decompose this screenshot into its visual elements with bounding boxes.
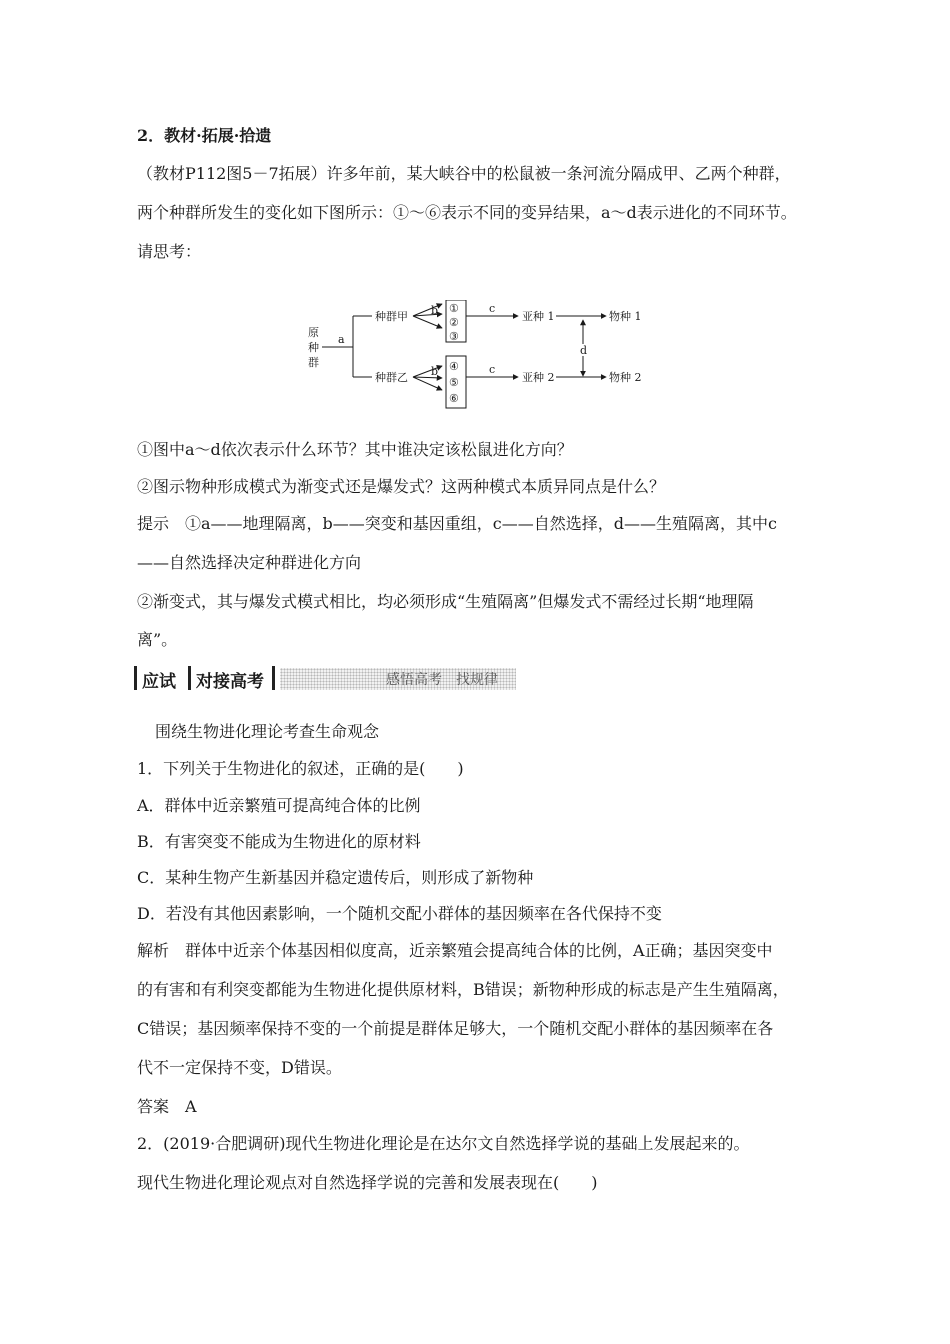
question-2: ②图示物种形成模式为渐变式还是爆发式？这两种模式本质异同点是什么？	[137, 477, 666, 496]
exam-topic: 围绕生物进化理论考查生命观念	[155, 722, 380, 741]
variation-1: ①	[449, 302, 459, 315]
label-c-bottom: c	[489, 363, 496, 376]
hint-line-3: ②渐变式，其与爆发式模式相比，均必须形成“生殖隔离”但爆发式不需经过长期“地理隔	[137, 592, 754, 611]
variation-2: ②	[449, 316, 459, 329]
variation-3: ③	[449, 330, 459, 343]
option-c: C．某种生物产生新基因并稳定遗传后，则形成了新物种	[137, 868, 534, 887]
species-1: 物种 1	[609, 310, 642, 323]
hint-line-2: ——自然选择决定种群进化方向	[137, 553, 362, 572]
label-a: a	[338, 333, 345, 346]
label-c-top: c	[489, 302, 496, 315]
arrow-yi-3	[413, 377, 442, 390]
exam-question-1: 1．下列关于生物进化的叙述，正确的是( )	[137, 759, 464, 778]
hint-line-1: 提示 ①a——地理隔离，b——突变和基因重组，c——自然选择，d——生殖隔离，其中c	[137, 514, 777, 533]
analysis-line-2: 的有害和有利突变都能为生物进化提供原材料，B错误；新物种形成的标志是产生生殖隔离，	[137, 980, 789, 999]
section-banner	[132, 663, 516, 693]
analysis-line-4: 代不一定保持不变，D错误。	[137, 1058, 342, 1077]
subspecies-1: 亚种 1	[522, 310, 555, 323]
section-title: 2．教材·拓展·拾遗	[137, 126, 272, 145]
variation-5: ⑤	[449, 376, 459, 389]
label-b-bottom: b	[431, 365, 439, 378]
analysis-line-3: C错误；基因频率保持不变的一个前提是群体足够大，一个随机交配小群体的基因频率在各	[137, 1019, 774, 1038]
banner-rule-3	[272, 666, 275, 690]
label-d: d	[580, 344, 588, 357]
hint-line-4: 离”。	[137, 630, 178, 649]
population-yi: 种群乙	[375, 371, 408, 384]
option-b: B．有害突变不能成为生物进化的原材料	[137, 832, 421, 851]
intro-paragraph-line2: 两个种群所发生的变化如下图所示：①～⑥表示不同的变异结果，a～d表示进化的不同环节。	[137, 203, 797, 222]
exam-question-2-line1: 2．(2019·合肥调研)现代生物进化理论是在达尔文自然选择学说的基础上发展起来的。	[137, 1134, 750, 1153]
species-2: 物种 2	[609, 371, 642, 384]
banner-middle-text: 对接高考	[196, 672, 264, 692]
label-b-top: b	[431, 304, 439, 317]
exam-question-2-line2: 现代生物进化理论观点对自然选择学说的完善和发展表现在( )	[137, 1173, 598, 1192]
banner-rule-2	[188, 666, 191, 690]
banner-right-text: 感悟高考 找规律	[386, 672, 498, 688]
analysis-line-1: 解析 群体中近亲个体基因相似度高，近亲繁殖会提高纯合体的比例，A正确；基因突变中	[137, 941, 773, 960]
speciation-diagram	[300, 300, 660, 412]
arrow-jia-3	[413, 316, 442, 328]
variation-4: ④	[449, 360, 459, 373]
question-1: ①图中a～d依次表示什么环节？其中谁决定该松鼠进化方向？	[137, 440, 573, 459]
origin-char-1: 原	[308, 326, 319, 339]
variation-6: ⑥	[449, 392, 459, 405]
think-prompt: 请思考：	[137, 242, 202, 261]
option-d: D．若没有其他因素影响，一个随机交配小群体的基因频率在各代保持不变	[137, 904, 662, 923]
answer: 答案 A	[137, 1097, 197, 1116]
population-jia: 种群甲	[375, 310, 408, 323]
banner-rule-1	[134, 666, 137, 690]
intro-paragraph-line1: （教材P112图5－7拓展）许多年前，某大峡谷中的松鼠被一条河流分隔成甲、乙两个种群，	[137, 164, 791, 183]
origin-char-2: 种	[308, 341, 319, 354]
banner-left-text: 应试	[142, 672, 176, 692]
origin-char-3: 群	[308, 356, 319, 369]
subspecies-2: 亚种 2	[522, 371, 555, 384]
option-a: A．群体中近亲繁殖可提高纯合体的比例	[137, 796, 421, 815]
